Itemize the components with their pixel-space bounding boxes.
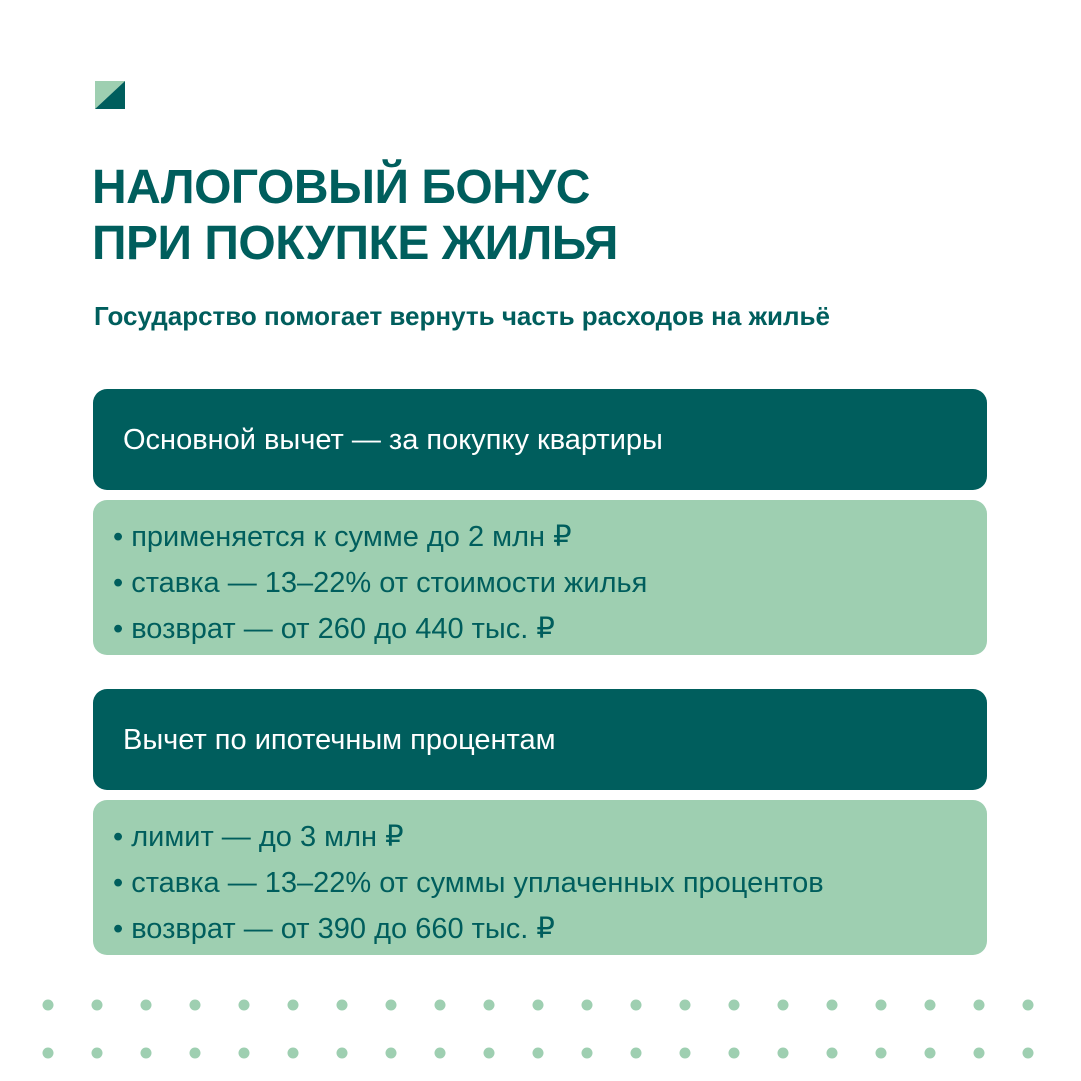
decorative-dot xyxy=(1023,1000,1034,1011)
section-header-label: Вычет по ипотечным процентам xyxy=(123,723,556,756)
decorative-dot xyxy=(92,1000,103,1011)
decorative-dot xyxy=(778,1048,789,1059)
decorative-dot xyxy=(974,1048,985,1059)
list-item: • ставка — 13–22% от стоимости жилья xyxy=(113,567,648,599)
decorative-dot xyxy=(827,1000,838,1011)
decorative-dot xyxy=(484,1000,495,1011)
dot-pattern-decoration xyxy=(42,997,1042,1061)
page-subtitle: Государство помогает вернуть часть расходов на жильё xyxy=(94,301,830,331)
page-title xyxy=(92,160,618,272)
decorative-dot xyxy=(876,1048,887,1059)
list-item: • применяется к сумме до 2 млн ₽ xyxy=(113,521,572,553)
title-line-2: ПРИ ПОКУПКЕ ЖИЛЬЯ xyxy=(92,217,618,270)
decorative-dot xyxy=(92,1048,103,1059)
decorative-dot xyxy=(288,1048,299,1059)
title-line-1: НАЛОГОВЫЙ БОНУС xyxy=(92,161,590,214)
decorative-dot xyxy=(827,1048,838,1059)
decorative-dot xyxy=(925,1048,936,1059)
decorative-dot xyxy=(141,1000,152,1011)
decorative-dot xyxy=(680,1000,691,1011)
decorative-dot xyxy=(141,1048,152,1059)
decorative-dot xyxy=(435,1048,446,1059)
decorative-dot xyxy=(876,1000,887,1011)
decorative-dot xyxy=(729,1048,740,1059)
section-details-mortgage-interest xyxy=(93,800,987,955)
decorative-dot xyxy=(484,1048,495,1059)
decorative-dot xyxy=(239,1000,250,1011)
decorative-dot xyxy=(43,1048,54,1059)
section-header-label: Основной вычет — за покупку квартиры xyxy=(123,423,663,456)
decorative-dot xyxy=(582,1048,593,1059)
decorative-dot xyxy=(386,1048,397,1059)
decorative-dot xyxy=(386,1000,397,1011)
decorative-dot xyxy=(631,1048,642,1059)
section-header-main-deduction xyxy=(93,389,987,490)
decorative-dot xyxy=(729,1000,740,1011)
decorative-dot xyxy=(43,1000,54,1011)
list-item: • возврат — от 390 до 660 тыс. ₽ xyxy=(113,913,555,945)
decorative-dot xyxy=(533,1048,544,1059)
section-details-main-deduction xyxy=(93,500,987,655)
decorative-dot xyxy=(239,1048,250,1059)
decorative-dot xyxy=(778,1000,789,1011)
decorative-dot xyxy=(680,1048,691,1059)
list-item: • лимит — до 3 млн ₽ xyxy=(113,821,404,853)
list-item: • ставка — 13–22% от суммы уплаченных процентов xyxy=(113,867,824,899)
decorative-dot xyxy=(190,1000,201,1011)
decorative-dot xyxy=(435,1000,446,1011)
decorative-dot xyxy=(288,1000,299,1011)
decorative-dot xyxy=(337,1000,348,1011)
decorative-dot xyxy=(190,1048,201,1059)
decorative-dot xyxy=(533,1000,544,1011)
decorative-dot xyxy=(337,1048,348,1059)
decorative-dot xyxy=(925,1000,936,1011)
decorative-dot xyxy=(582,1000,593,1011)
section-header-mortgage-interest xyxy=(93,689,987,790)
logo-icon xyxy=(95,81,125,109)
list-item: • возврат — от 260 до 440 тыс. ₽ xyxy=(113,613,555,645)
decorative-dot xyxy=(631,1000,642,1011)
decorative-dot xyxy=(1023,1048,1034,1059)
decorative-dot xyxy=(974,1000,985,1011)
